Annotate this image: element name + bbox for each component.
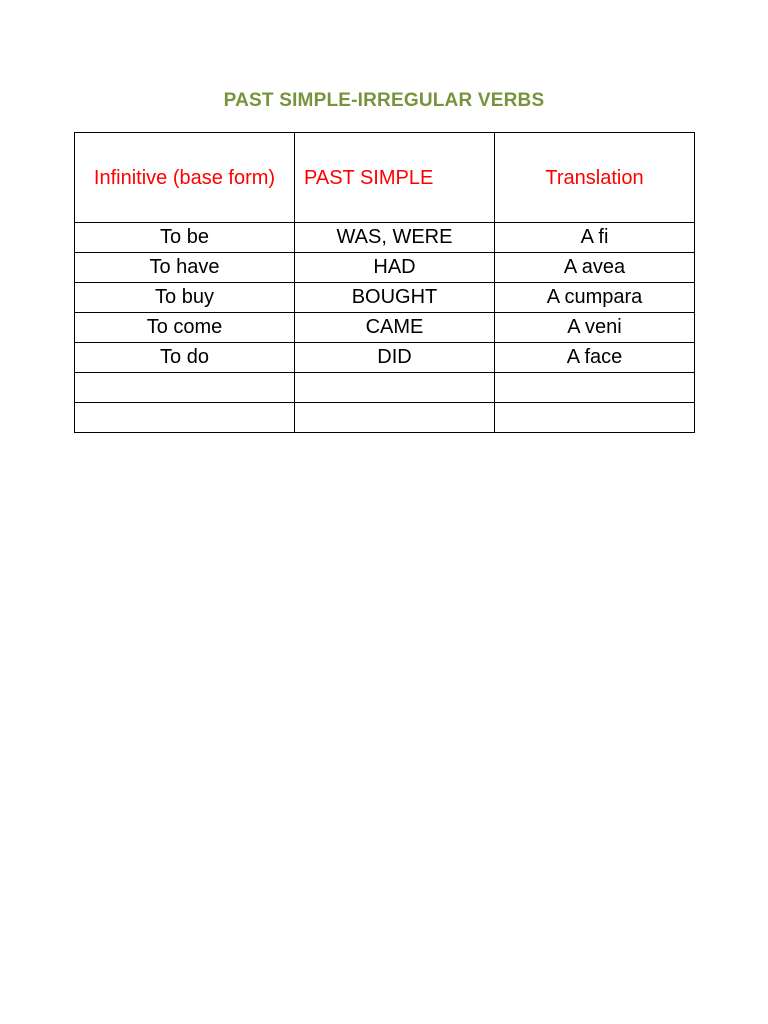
infinitive-cell: To do (75, 343, 295, 373)
infinitive-cell (75, 373, 295, 403)
past-simple-cell: BOUGHT (295, 283, 495, 313)
translation-cell: A fi (495, 223, 695, 253)
translation-cell: A face (495, 343, 695, 373)
past-simple-cell: WAS, WERE (295, 223, 495, 253)
empty-table-row (75, 403, 695, 433)
translation-cell (495, 373, 695, 403)
past-simple-cell: HAD (295, 253, 495, 283)
table-row (75, 253, 695, 283)
infinitive-cell: To be (75, 223, 295, 253)
table-row (75, 343, 695, 373)
infinitive-cell: To come (75, 313, 295, 343)
translation-cell: A avea (495, 253, 695, 283)
header-past-simple: PAST SIMPLE (295, 133, 495, 223)
header-translation: Translation (495, 133, 695, 223)
past-simple-cell (295, 403, 495, 433)
header-row (75, 133, 695, 223)
table-body (75, 223, 695, 433)
past-simple-cell (295, 373, 495, 403)
irregular-verbs-table (74, 132, 695, 433)
translation-cell (495, 403, 695, 433)
table-row (75, 223, 695, 253)
empty-table-row (75, 373, 695, 403)
past-simple-cell: DID (295, 343, 495, 373)
document-title: PAST SIMPLE-IRREGULAR VERBS (223, 90, 545, 111)
translation-cell: A cumpara (495, 283, 695, 313)
table-row (75, 283, 695, 313)
table-header (75, 133, 695, 223)
translation-cell: A veni (495, 313, 695, 343)
infinitive-cell: To buy (75, 283, 295, 313)
header-infinitive: Infinitive (base form) (75, 133, 295, 223)
table-row (75, 313, 695, 343)
past-simple-cell: CAME (295, 313, 495, 343)
infinitive-cell: To have (75, 253, 295, 283)
infinitive-cell (75, 403, 295, 433)
